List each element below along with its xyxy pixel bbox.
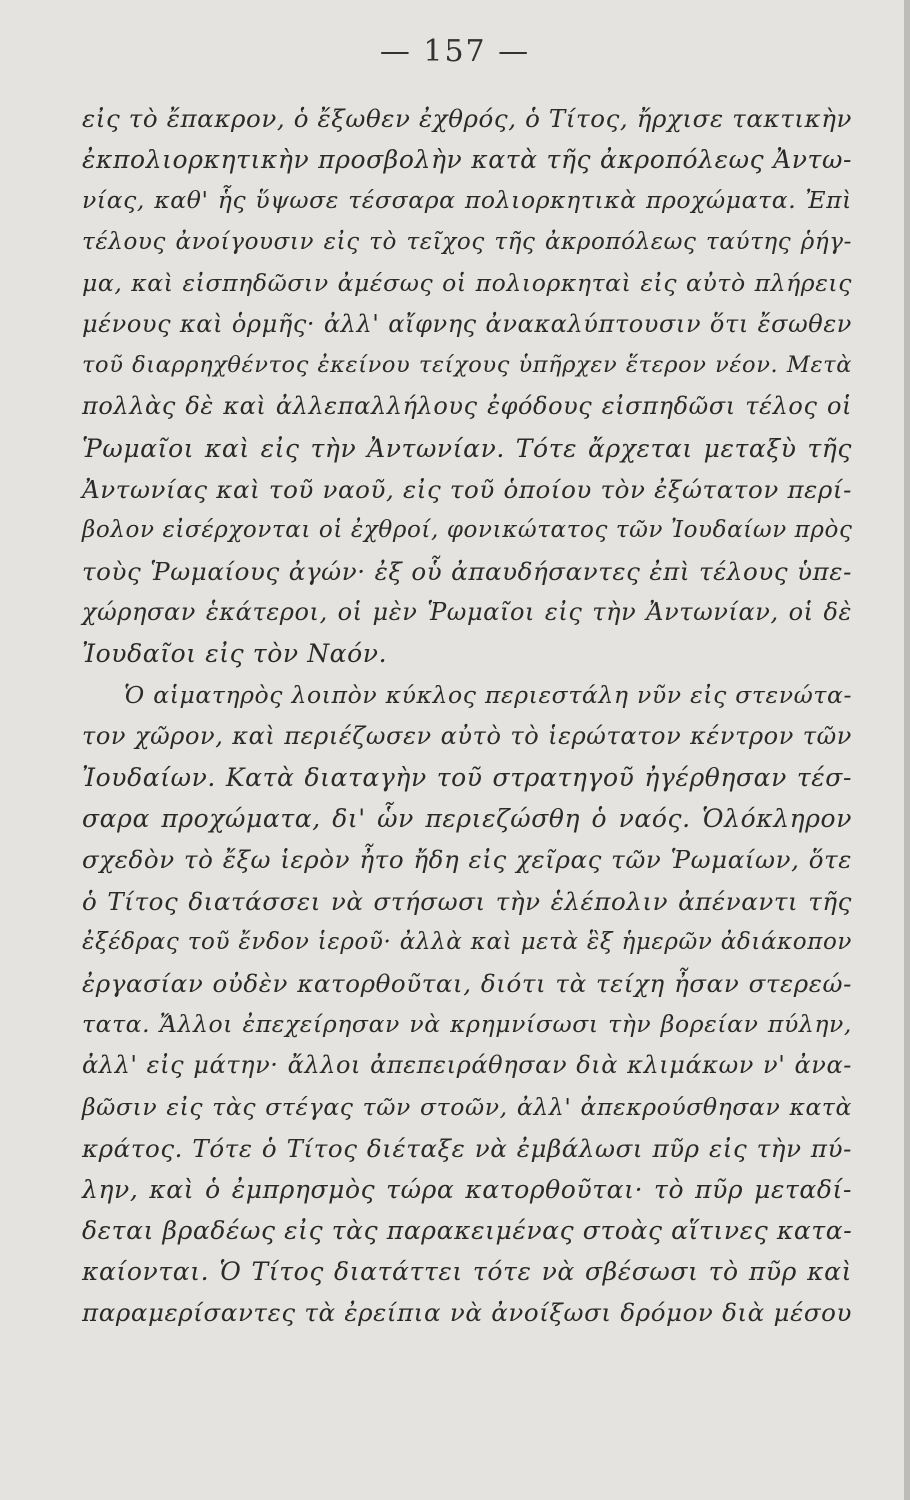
text-line: τατα. Ἄλλοι ἐπεχείρησαν νὰ κρημνίσωσι τὴν βορείαν πύλην, (82, 1010, 852, 1039)
text-line: Ἰουδαίων. Κατὰ διαταγὴν τοῦ στρατηγοῦ ἠγέρθησαν τέσ- (82, 763, 852, 792)
text-line: Ῥωμαῖοι καὶ εἰς τὴν Ἀντωνίαν. Τότε ἄρχεται μεταξὺ τῆς (82, 433, 852, 463)
text-line: ἐκπολιορκητικὴν προσβολὴν κατὰ τῆς ἀκροπόλεως Ἀντω- (82, 145, 852, 175)
text-line: ἀλλ' εἰς μάτην· ἄλλοι ἀπεπειράθησαν διὰ κλιμάκων ν' ἀνα- (82, 1051, 852, 1080)
text-line: τον χῶρον, καὶ περιέζωσεν αὐτὸ τὸ ἱερώτατον κέντρον τῶν (82, 721, 852, 750)
text-line: χώρησαν ἑκάτεροι, οἱ μὲν Ῥωμαῖοι εἰς τὴν Ἀντωνίαν, οἱ δὲ (82, 598, 852, 627)
text-line: τέλους ἀνοίγουσιν εἰς τὸ τεῖχος τῆς ἀκροπόλεως ταύτης ῥήγ- (82, 228, 852, 255)
text-line: λην, καὶ ὁ ἐμπρησμὸς τώρα κατορθοῦται· τὸ πῦρ μεταδί- (82, 1174, 852, 1204)
text-line: Ἀντωνίας καὶ τοῦ ναοῦ, εἰς τοῦ ὁποίου τὸν ἐξώτατον περί- (82, 474, 852, 504)
text-line: νίας, καθ' ἧς ὕψωσε τέσσαρα πολιορκητικὰ προχώματα. Ἐπὶ (82, 186, 852, 215)
text-line: μα, καὶ εἰσπηδῶσιν ἀμέσως οἱ πολιορκηταὶ εἰς αὐτὸ πλήρεις (82, 268, 852, 297)
text-body (82, 98, 852, 1334)
text-line: σχεδὸν τὸ ἔξω ἱερὸν ἦτο ἤδη εἰς χεῖρας τῶν Ῥωμαίων, ὅτε (82, 845, 852, 875)
text-line: βῶσιν εἰς τὰς στέγας τῶν στοῶν, ἀλλ' ἀπεκρούσθησαν κατὰ (82, 1092, 852, 1121)
text-line: σαρα προχώματα, δι' ὧν περιεζώσθη ὁ ναός. Ὁλόκληρον (82, 804, 852, 834)
text-line: τοὺς Ῥωμαίους ἀγών· ἐξ οὗ ἀπαυδήσαντες ἐπὶ τέλους ὑπε- (82, 557, 852, 587)
text-line: ἐξέδρας τοῦ ἔνδον ἱεροῦ· ἀλλὰ καὶ μετὰ ἓξ ἡμερῶν ἀδιάκοπον (82, 928, 852, 955)
page-number: — 157 — (379, 34, 531, 69)
text-line: καίονται. Ὁ Τίτος διατάττει τότε νὰ σβέσωσι τὸ πῦρ καὶ (82, 1257, 852, 1287)
text-line: δεται βραδέως εἰς τὰς παρακειμένας στοὰς αἵτινες κατα- (82, 1216, 853, 1246)
text-line: ἐργασίαν οὐδὲν κατορθοῦται, διότι τὰ τείχη ἦσαν στερεώ- (82, 968, 852, 998)
text-line: πολλὰς δὲ καὶ ἀλλεπαλλήλους ἐφόδους εἰσπηδῶσι τέλος οἱ (82, 392, 852, 421)
text-line: παραμερίσαντες τὰ ἐρείπια νὰ ἀνοίξωσι δρόμον διὰ μέσου (82, 1298, 852, 1328)
text-line: τοῦ διαρρηχθέντος ἐκείνου τείχους ὑπῆρχεν ἕτερον νέον. Μετὰ (82, 352, 852, 379)
text-line: εἰς τὸ ἔπακρον, ὁ ἔξωθεν ἐχθρός, ὁ Τίτος, ἤρχισε τακτικὴν (82, 104, 852, 133)
text-line: Ἰουδαῖοι εἰς τὸν Ναόν. (82, 639, 388, 669)
paragraph-start-line: Ὁ αἱματηρὸς λοιπὸν κύκλος περιεστάλη νῦν εἰς στενώτα- (124, 680, 852, 709)
text-line: ὁ Τίτος διατάσσει νὰ στήσωσι τὴν ἑλέπολιν ἀπέναντι τῆς (82, 886, 852, 916)
text-line: μένους καὶ ὁρμῆς· ἀλλ' αἴφνης ἀνακαλύπτουσιν ὅτι ἔσωθεν (82, 309, 852, 338)
text-line: βολον εἰσέρχονται οἱ ἐχθροί, φονικώτατος τῶν Ἰουδαίων πρὸς (82, 516, 853, 543)
text-line: κράτος. Τότε ὁ Τίτος διέταξε νὰ ἐμβάλωσι πῦρ εἰς τὴν πύ- (82, 1133, 852, 1163)
